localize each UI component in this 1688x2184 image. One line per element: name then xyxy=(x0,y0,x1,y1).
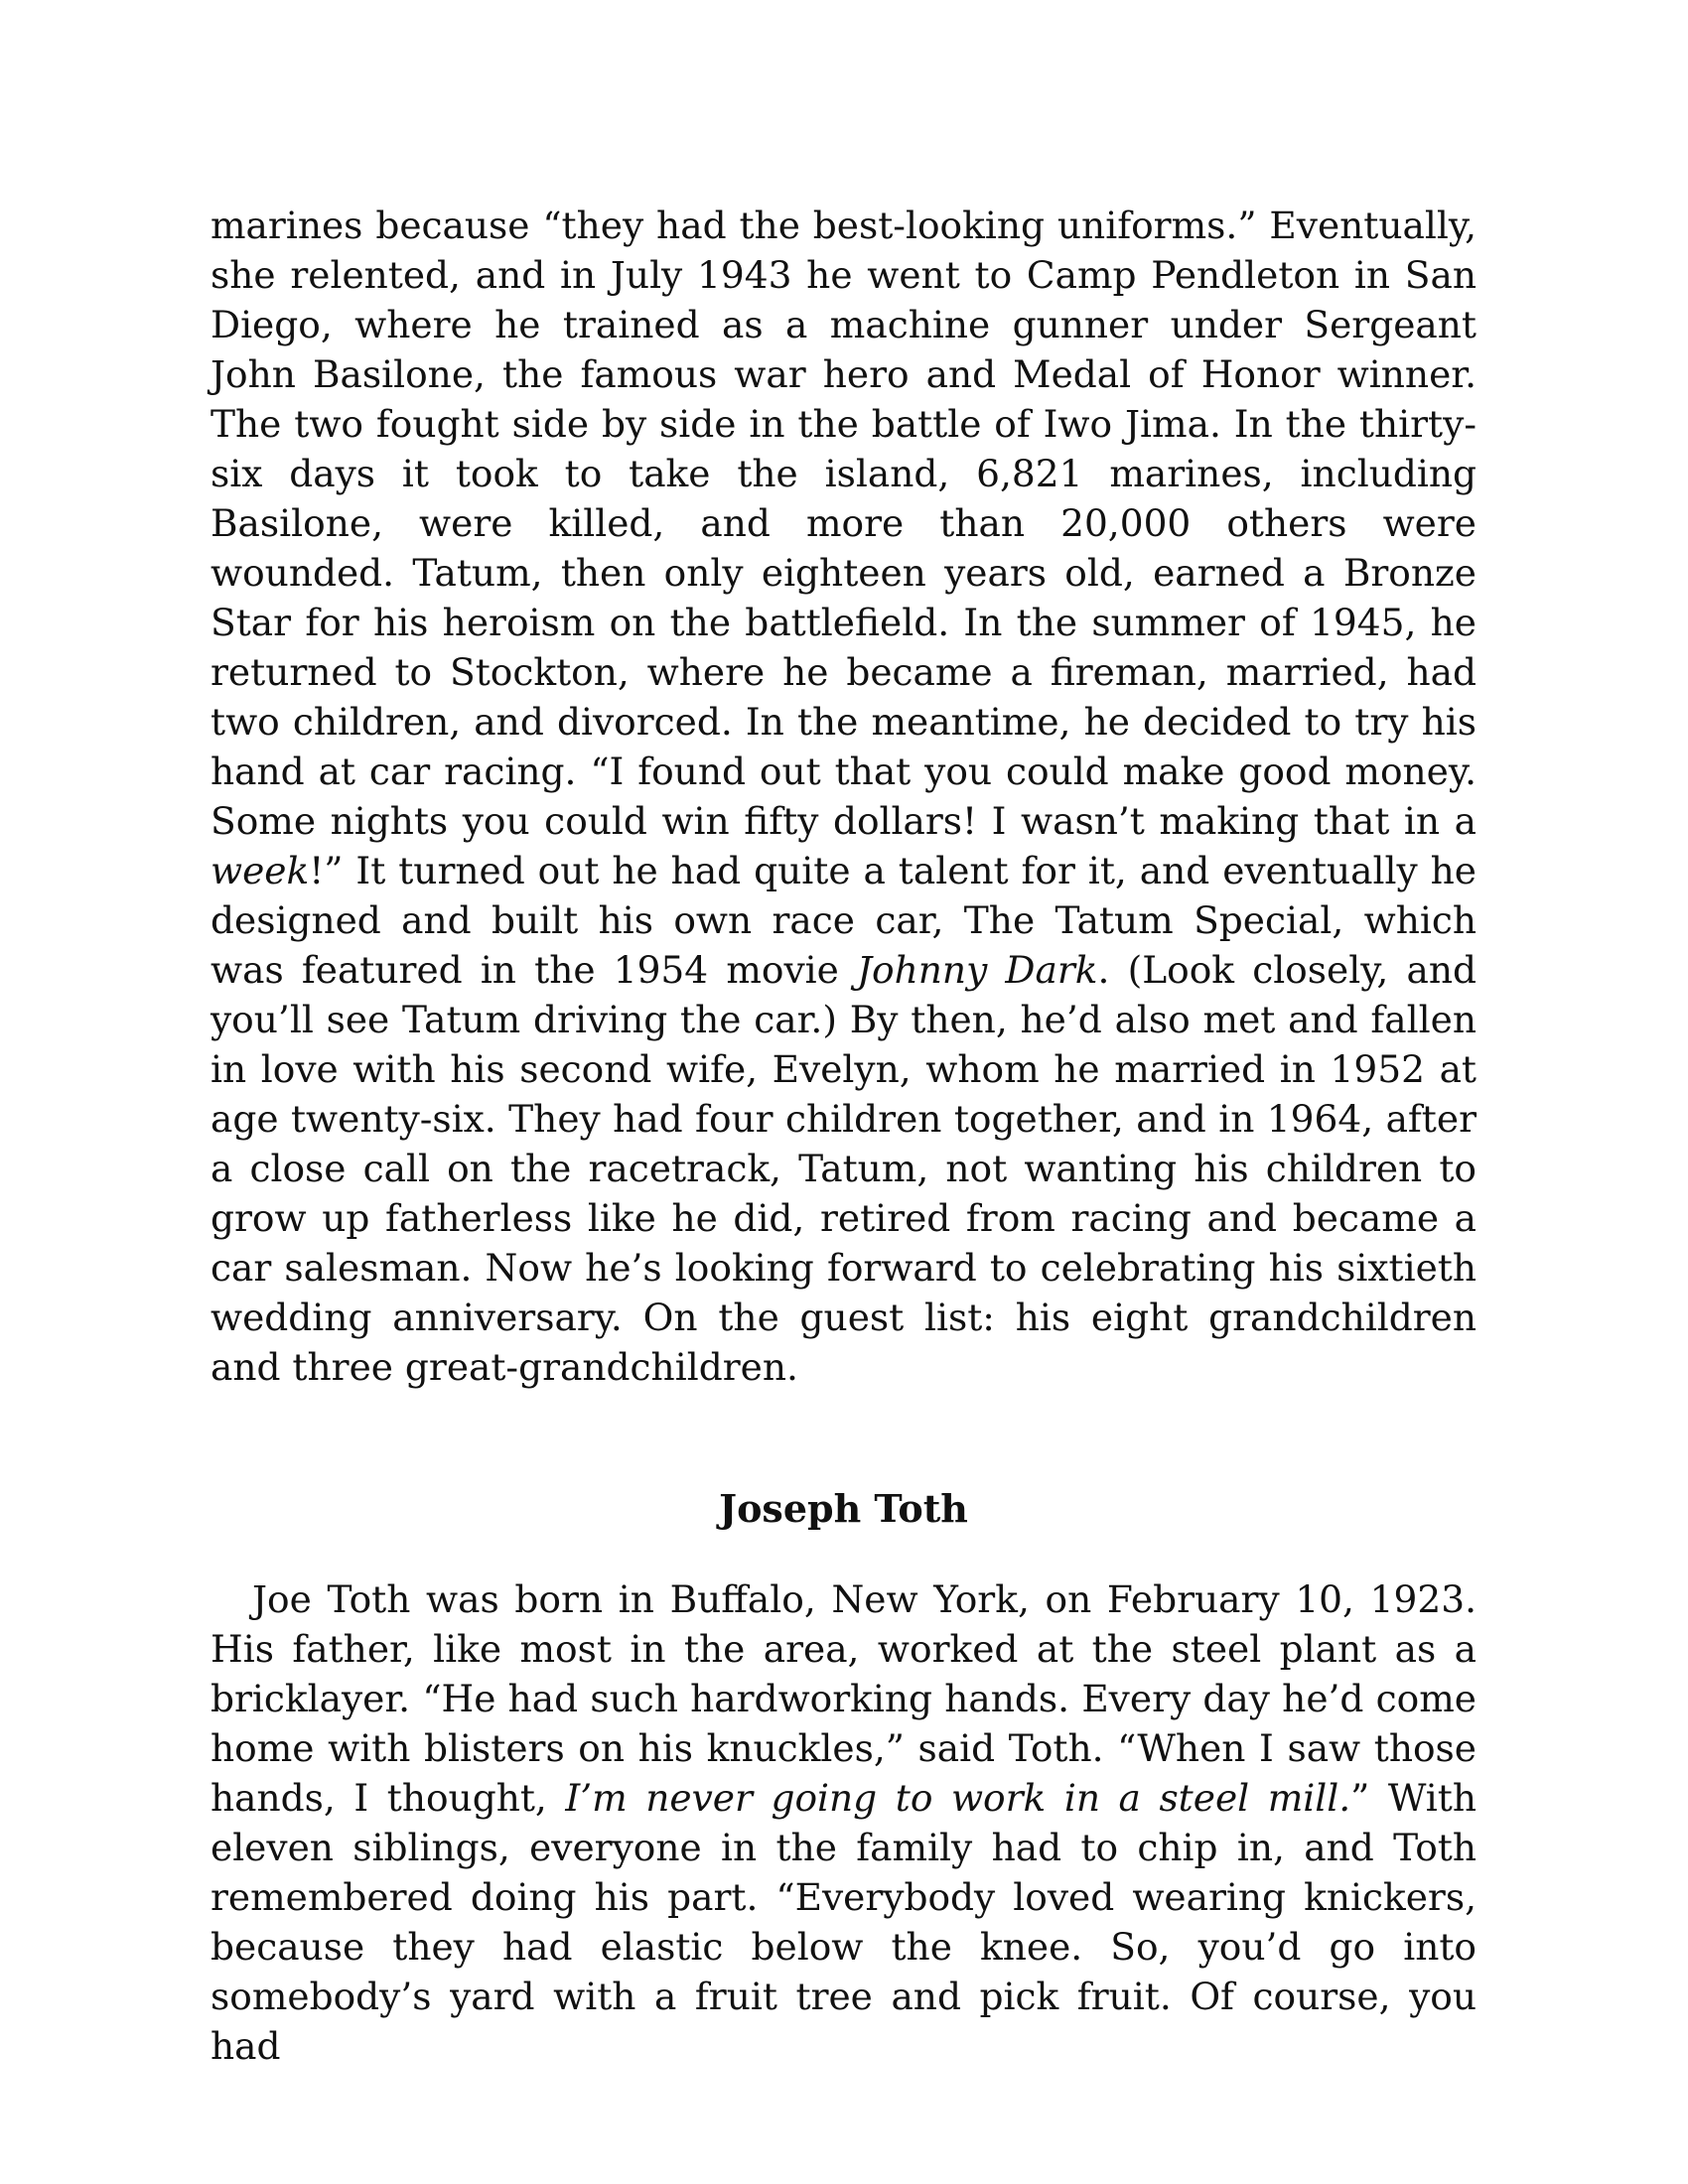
heading-spacer xyxy=(211,1534,1477,1574)
paragraph-text: Joe Toth was born in Buffalo, New York, on February 10, 1923. His father, like most in the area, worked at the steel plant as a bricklayer. “He had such hardworking hands. Every day he’d come home with blisters on his knuckles,” said Toth. “When I saw those hands, I thought, xyxy=(211,1577,1477,1820)
body-paragraph-toth xyxy=(211,1574,1477,2071)
section-heading: Joseph Toth xyxy=(719,1486,968,1531)
paragraph-text: !” It turned out he had quite a talent for it, and eventually he designed and built his own race car, The Tatum Special, which was featured in the 1954 movie xyxy=(211,849,1477,992)
paragraph-text: ” With eleven siblings, everyone in the family had to chip in, and Toth remembered doing his part. “Everybody loved wearing knickers, because they had elastic below the knee. So, you’d go into somebody’s yard with a fruit tree and pick fruit. Of course, you had xyxy=(211,1776,1477,2068)
movie-title-italic: Johnny Dark xyxy=(857,948,1098,992)
body-paragraph-tatum xyxy=(211,201,1477,1392)
italic-text: week xyxy=(211,849,310,892)
paragraph-text: . (Look closely, and you’ll see Tatum driving the car.) By then, he’d also met and fallen in love with his second wife, Evelyn, whom he married in 1952 at age twenty-six. They had four children together, and in 1964, after a close call on the racetrack, Tatum, not wanting his children to grow up fatherless like he did, retired from racing and became a car salesman. Now he’s looking forward to celebrating his sixtieth wedding anniversary. On the guest list: his eight grandchildren and three great-grandchildren. xyxy=(211,948,1477,1389)
italic-thought: I’m never going to work in a steel mill. xyxy=(565,1776,1351,1820)
book-page xyxy=(211,201,1477,2071)
section-spacer xyxy=(211,1392,1477,1484)
paragraph-text: marines because “they had the best-looking uniforms.” Eventually, she relented, and in July 1943 he went to Camp Pendleton in San Diego, where he trained as a machine gunner under Sergeant John Basilone, the famous war hero and Medal of Honor winner. The two fought side by side in the battle of Iwo Jima. In the thirty-six days it took to take the island, 6,821 marines, including Basilone, were killed, and more than 20,000 others were wounded. Tatum, then only eighteen years old, earned a Bronze Star for his heroism on the battlefield. In the summer of 1945, he returned to Stockton, where he became a fireman, married, had two children, and divorced. In the meantime, he decided to try his hand at car racing. “I found out that you could make good money. Some nights you could win fifty dollars! I wasn’t making that in a xyxy=(211,204,1477,843)
